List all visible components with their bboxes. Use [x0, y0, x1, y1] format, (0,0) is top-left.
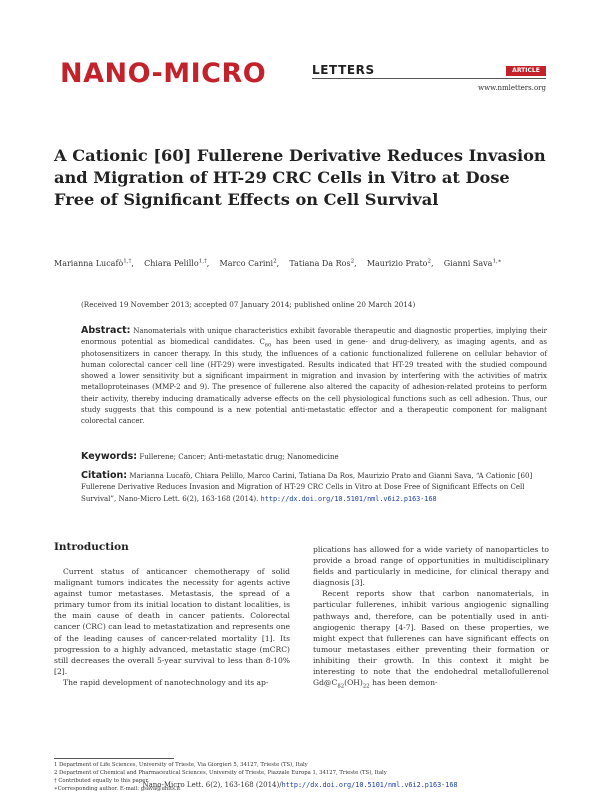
paragraph: plications has allowed for a wide variety of nanoparticles to provide a broad range of opportunities in multidisciplinary fields and particularly in medicine, for clinical therapy and diagnosis [3].: [313, 545, 549, 588]
footnote: ∗Corresponding author. E-mail: gsava@units.it: [54, 786, 181, 793]
citation: [81, 470, 547, 505]
footnote-rule: [54, 758, 174, 759]
footer-text: Nano-Micro Lett. 6(2), 163-168 (2014)/: [142, 781, 282, 789]
body-column-left: [54, 566, 290, 688]
citation-label: Citation:: [81, 470, 128, 481]
footnote: 2 Department of Chemical and Pharmaceutical Sciences, University of Trieste, Piazzale Europa 1, 34127, Trieste (TS), Italy: [54, 770, 387, 777]
author: Chiara Pelillo$^{1,\dagger}$,: [144, 258, 210, 268]
keywords-label: Keywords:: [81, 451, 138, 462]
body-column-right: [313, 544, 549, 688]
paper-title: A Cationic [60] Fullerene Derivative Reduces Invasion and Migration of HT-29 CRC Cells in Vitro at Dose Free of Significant Effects on Cell Survival: [54, 146, 546, 209]
article-badge: ARTICLE: [506, 66, 546, 76]
author: Marianna Lucafò$^{1,\dagger}$,: [54, 258, 134, 268]
author-list: [54, 259, 549, 268]
page-footer: [0, 781, 600, 789]
paragraph: The rapid development of nanotechnology and its ap-: [63, 677, 269, 687]
section-heading-introduction: Introduction: [54, 541, 129, 553]
abstract-label: Abstract:: [81, 325, 131, 336]
journal-logo-sub: LETTERS: [312, 63, 375, 77]
author: Gianni Sava$^{1,∗}$: [443, 258, 502, 268]
keywords-text: Fullerene; Cancer; Anti-metastatic drug; Nanomedicine: [139, 452, 339, 461]
journal-website[interactable]: www.nmletters.org: [478, 84, 546, 92]
header-rule: [312, 78, 546, 79]
citation-doi-link[interactable]: http://dx.doi.org/10.5101/nml.v6i2.p163-168: [260, 494, 437, 503]
paragraph: Current status of anticancer chemotherapy of solid malignant tumors indicates the necessity for agents active against tumor metastases. Metastasis, the spread of a primary tumor from its initial location to distant localities, is the main cause of death in cancer patients. Colorectal cancer (CRC) can lead to metastatization and represents one of the leading causes of cancer-related mortality [1]. Its progression to a highly advanced, metastatic stage (mCRC) still decreases the overall 5-year survival to less than 8-10% [2].: [54, 567, 290, 676]
footnote: 1 Department of Life Sciences, University of Trieste, Via Giorgieri 5, 34127, Trieste (TS), Italy: [54, 762, 308, 768]
author: Maurizio Prato$^2$,: [366, 258, 434, 268]
received-dates: (Received 19 November 2013; accepted 07 January 2014; published online 20 March 2014): [81, 300, 416, 309]
citation-text: Marianna Lucafò, Chiara Pelillo, Marco Carini, Tatiana Da Ros, Maurizio Prato and Gianni Sava, “A Cationic [60] Fullerene Derivative Reduces Invasion and Migration of HT-29 CRC Cells in Vitro at Dose Free of Significant Effects on Cell Survival”, Nano-Micro Lett. 6(2), 163-168 (2014).: [81, 471, 533, 503]
journal-logo: NANO-MICRO: [60, 58, 267, 89]
paragraph: Recent reports show that carbon nanomaterials, in particular fullerenes, inhibit various angiogenic signalling pathways and, therefore, can be potentially used in anti-angiogenic therapy [4-7]. Based on these properties, we might expect that fullerenes can have significant effects on tumour metastases either preventing their formation or inhibiting their growth. In this context it might be interesting to note that the endohedral metallofullerenol $Gd@C_{82}(OH)_{22}$ has been demon-: [313, 589, 549, 690]
author: Marco Carini$^2$,: [219, 258, 280, 268]
footer-doi-link[interactable]: http://dx.doi.org/10.5101/nml.v6i2.p163-168: [281, 781, 458, 789]
abstract-text: Nanomaterials with unique characteristics exhibit favorable therapeutic and diagnostic properties, implying their enormous potential as biomedical candidates. C: [81, 326, 547, 347]
footnote: † Contributed equally to this paper.: [54, 778, 149, 785]
author: Tatiana Da Ros$^2$,: [289, 258, 357, 268]
keywords: [81, 451, 547, 462]
abstract: Abstract: Nanomaterials with unique characteristics exhibit favorable therapeutic and diagnostic properties, implying their enormous potential as biomedical candidates. $C_{60}$ has been used in gene- and drug-delivery, as imaging agents, and as photosensitizers in cancer therapy. In this study, the influences of a cationic functionalized fullerene on cellular behavior of human colorectal cancer cell line (HT-29) were investigated. Results indicated that HT-29 treated with the studied compound showed a lower sensitivity but a significant impairment in migration and invasion by interfering with the activities of matrix metalloproteinases (MMP-2 and 9). The presence of fullerene also altered the capacity of adhesion-related proteins to perform their activity, thereby inducing dramatically adverse effects on the cell physiological functions such as cell adhesion. Thus, our study suggests that this compound is a new potential anti-metastatic effector and a therapeutic component for malignant colorectal cancer.: [81, 325, 547, 425]
